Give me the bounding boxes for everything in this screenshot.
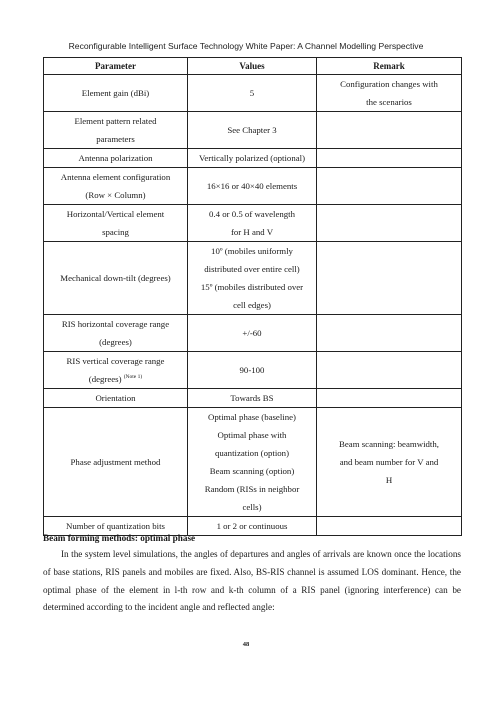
table-row [44,75,462,112]
parameter-cell: Antenna polarization [44,149,188,168]
table-row [44,242,462,315]
table-row [44,205,462,242]
values-cell: 10º (mobiles uniformly distributed over entire cell) 15º (mobiles distributed over cell edges) [188,242,317,315]
values-cell: Optimal phase (baseline) Optimal phase with quantization (option) Beam scanning (option) Random (RISs in neighbor cells) [188,408,317,517]
page-number: 48 [242,641,250,648]
parameter-table [43,57,462,536]
table-row [44,389,462,408]
values-cell: 1 or 2 or continuous [188,517,317,536]
values-cell: Towards BS [188,389,317,408]
parameter-cell: Mechanical down-tilt (degrees) [44,242,188,315]
values-cell: Vertically polarized (optional) [188,149,317,168]
parameter-cell: Phase adjustment method [44,408,188,517]
note-reference: (Note 1) [123,374,143,381]
body-paragraph: In the system level simulations, the angles of departures and angles of arrivals are known once the locations of base stations, RIS panels and mobiles are fixed. Also, BS-RIS channel is assumed LOS dominant. Hence, the optimal phase of the element in l-th row and k-th column of a RIS panel (ignoring interference) can be determined according to the incident angle and reflected angle: [43,549,461,613]
remark-cell [317,168,462,205]
parameter-cell: Number of quantization bits [44,517,188,536]
parameter-cell: Element gain (dBi) [44,75,188,112]
remark-cell [317,112,462,149]
remark-cell [317,242,462,315]
table-row [44,149,462,168]
remark-cell [317,352,462,389]
remark-cell [317,389,462,408]
remark-cell [317,205,462,242]
parameter-cell: Orientation [44,389,188,408]
parameter-cell: RIS horizontal coverage range (degrees) [44,315,188,352]
column-header-remark: Remark [317,58,462,75]
running-header: Reconfigurable Intelligent Surface Technology White Paper: A Channel Modelling Perspective [68,41,424,51]
remark-cell [317,149,462,168]
remark-cell [317,315,462,352]
remark-cell: Configuration changes with the scenarios [317,75,462,112]
values-cell: 16×16 or 40×40 elements [188,168,317,205]
values-cell: 5 [188,75,317,112]
parameter-cell: Antenna element configuration (Row × Column) [44,168,188,205]
table-row [44,168,462,205]
parameter-cell: Element pattern related parameters [44,112,188,149]
column-header-parameter: Parameter [44,58,188,75]
table-row [44,352,462,389]
parameter-cell: RIS vertical coverage range (degrees) $^{(Note 1)}$ [44,352,188,389]
table-header-row [44,58,462,75]
values-cell: 90-100 [188,352,317,389]
table-row [44,112,462,149]
remark-cell: Beam scanning: beamwidth, and beam number for V and H [317,408,462,517]
values-cell: +/-60 [188,315,317,352]
column-header-values: Values [188,58,317,75]
section-heading: Beam forming methods: optimal phase [43,533,196,543]
values-cell: 0.4 or 0.5 of wavelength for H and V [188,205,317,242]
remark-cell [317,517,462,536]
table-row [44,315,462,352]
table-row [44,408,462,517]
parameter-cell: Horizontal/Vertical element spacing [44,205,188,242]
values-cell: See Chapter 3 [188,112,317,149]
